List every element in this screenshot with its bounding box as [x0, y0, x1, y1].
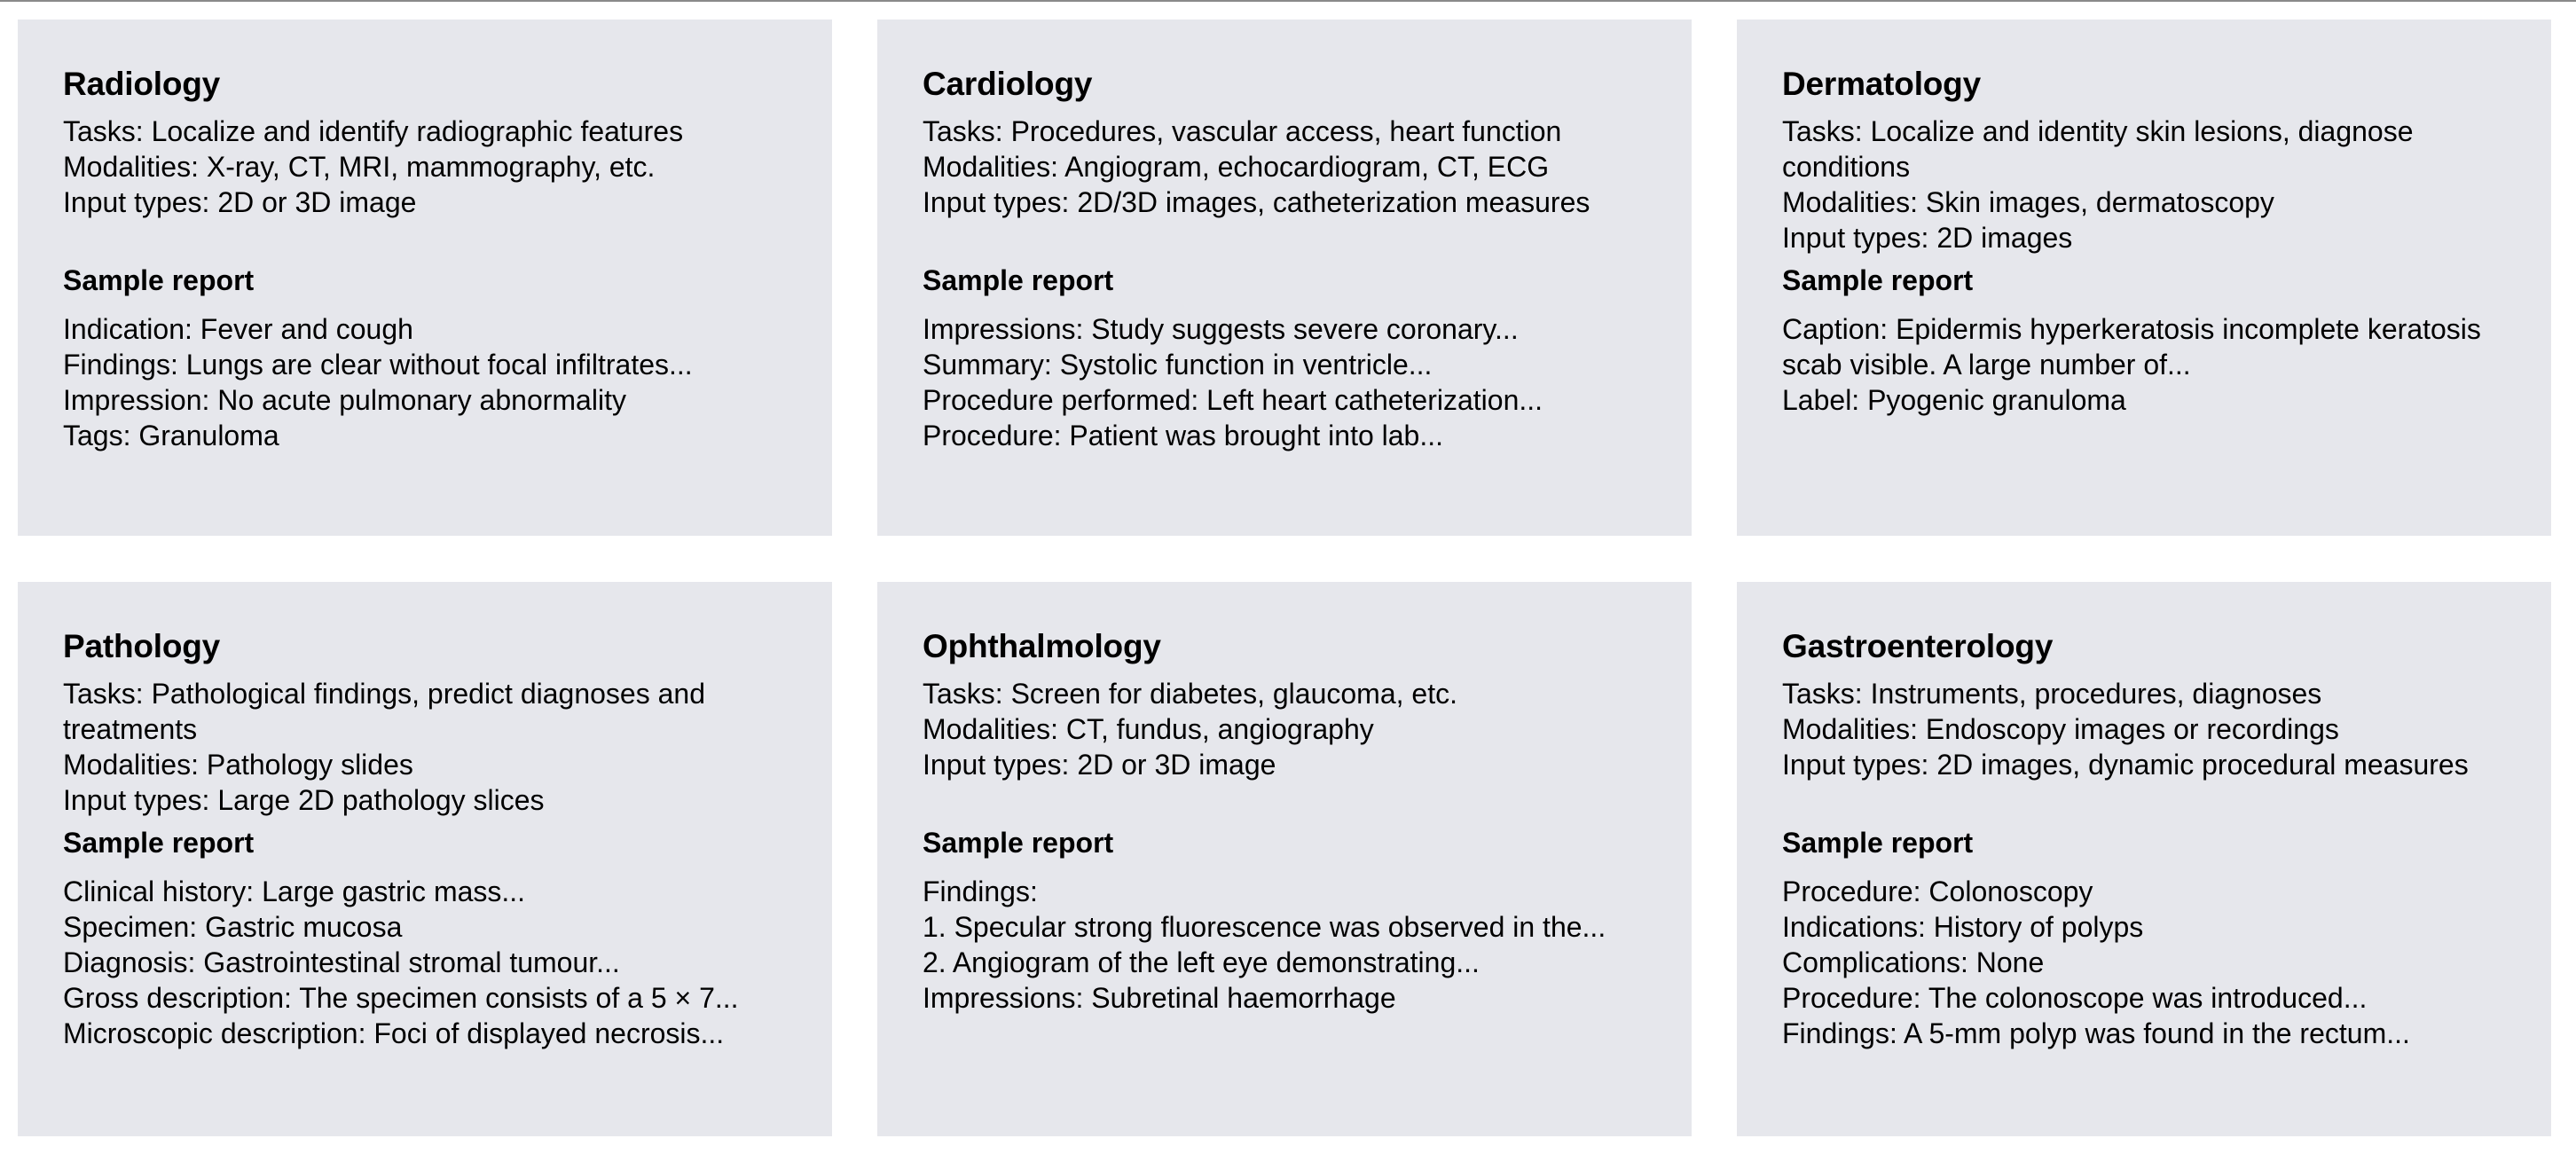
info-input-types: Input types: 2D images, dynamic procedural measures [1782, 749, 2469, 781]
report-line: Label: Pyogenic granuloma [1782, 384, 2126, 416]
info-tasks: Tasks: Localize and identify radiographic features [63, 115, 684, 147]
info-tasks: Tasks: Localize and identity skin lesions, diagnose conditions [1782, 115, 2414, 183]
report-line: Impressions: Subretinal haemorrhage [923, 982, 1396, 1014]
specialty-grid [18, 20, 2551, 1136]
card-dermatology [1737, 20, 2551, 536]
info-tasks: Tasks: Pathological findings, predict diagnoses and treatments [63, 678, 705, 745]
sample-report-heading: Sample report [63, 827, 255, 859]
card-title: Radiology [63, 66, 221, 102]
info-input-types: Input types: Large 2D pathology slices [63, 784, 545, 816]
sample-report [1782, 874, 2505, 1051]
info-modalities: Modalities: Endoscopy images or recordings [1782, 713, 2339, 745]
info-modalities: Modalities: CT, fundus, angiography [923, 713, 1374, 745]
report-line: Findings: [923, 875, 1038, 907]
sample-report-heading: Sample report [923, 827, 1114, 859]
report-line: 2. Angiogram of the left eye demonstrating... [923, 946, 1480, 978]
report-line: Procedure: Colonoscopy [1782, 875, 2093, 907]
sample-report [63, 874, 786, 1051]
info-tasks: Tasks: Screen for diabetes, glaucoma, etc. [923, 678, 1457, 710]
info-input-types: Input types: 2D/3D images, catheterization measures [923, 186, 1590, 218]
report-line: Findings: A 5-mm polyp was found in the rectum... [1782, 1017, 2410, 1049]
report-line: Complications: None [1782, 946, 2045, 978]
card-title: Dermatology [1782, 66, 1981, 102]
card-radiology [18, 20, 832, 536]
sample-report [923, 874, 1645, 1016]
report-line: Impression: No acute pulmonary abnormality [63, 384, 626, 416]
card-title: Cardiology [923, 66, 1093, 102]
sample-report [63, 311, 786, 453]
card-gastroenterology [1737, 582, 2551, 1136]
report-line: Indication: Fever and cough [63, 313, 413, 345]
sample-report [923, 311, 1645, 453]
info-modalities: Modalities: Pathology slides [63, 749, 413, 781]
info-modalities: Modalities: X-ray, CT, MRI, mammography, etc. [63, 151, 656, 183]
info-tasks: Tasks: Instruments, procedures, diagnoses [1782, 678, 2322, 710]
top-divider [0, 0, 2576, 2]
card-cardiology [877, 20, 1692, 536]
report-line: Procedure: The colonoscope was introduced... [1782, 982, 2368, 1014]
sample-report-heading: Sample report [1782, 264, 1974, 296]
report-line: Impressions: Study suggests severe coronary... [923, 313, 1519, 345]
card-pathology [18, 582, 832, 1136]
report-line: Diagnosis: Gastrointestinal stromal tumour... [63, 946, 620, 978]
info-tasks: Tasks: Procedures, vascular access, heart function [923, 115, 1562, 147]
report-line: Microscopic description: Foci of displayed necrosis... [63, 1017, 725, 1049]
card-info [923, 114, 1645, 263]
info-modalities: Modalities: Angiogram, echocardiogram, CT, ECG [923, 151, 1550, 183]
report-line: Tags: Granuloma [63, 420, 279, 451]
report-line: 1. Specular strong fluorescence was observed in the... [923, 911, 1606, 943]
report-line: Procedure: Patient was brought into lab... [923, 420, 1444, 451]
report-line: Summary: Systolic function in ventricle... [923, 349, 1433, 381]
sample-report-heading: Sample report [923, 264, 1114, 296]
info-input-types: Input types: 2D or 3D image [923, 749, 1276, 781]
card-info [63, 676, 786, 825]
info-input-types: Input types: 2D images [1782, 222, 2073, 254]
report-line: Caption: Epidermis hyperkeratosis incomplete keratosis scab visible. A large number of... [1782, 313, 2481, 381]
report-line: Findings: Lungs are clear without focal infiltrates... [63, 349, 693, 381]
card-ophthalmology [877, 582, 1692, 1136]
sample-report-heading: Sample report [1782, 827, 1974, 859]
report-line: Procedure performed: Left heart catheterization... [923, 384, 1543, 416]
card-title: Ophthalmology [923, 628, 1161, 664]
info-input-types: Input types: 2D or 3D image [63, 186, 417, 218]
card-info [63, 114, 786, 263]
report-line: Clinical history: Large gastric mass... [63, 875, 526, 907]
card-title: Gastroenterology [1782, 628, 2054, 664]
report-line: Indications: History of polyps [1782, 911, 2144, 943]
card-info [1782, 114, 2505, 263]
card-info [923, 676, 1645, 825]
card-title: Pathology [63, 628, 221, 664]
sample-report [1782, 311, 2505, 418]
report-line: Specimen: Gastric mucosa [63, 911, 403, 943]
report-line: Gross description: The specimen consists of a 5 × 7... [63, 982, 739, 1014]
sample-report-heading: Sample report [63, 264, 255, 296]
card-info [1782, 676, 2505, 825]
info-modalities: Modalities: Skin images, dermatoscopy [1782, 186, 2274, 218]
